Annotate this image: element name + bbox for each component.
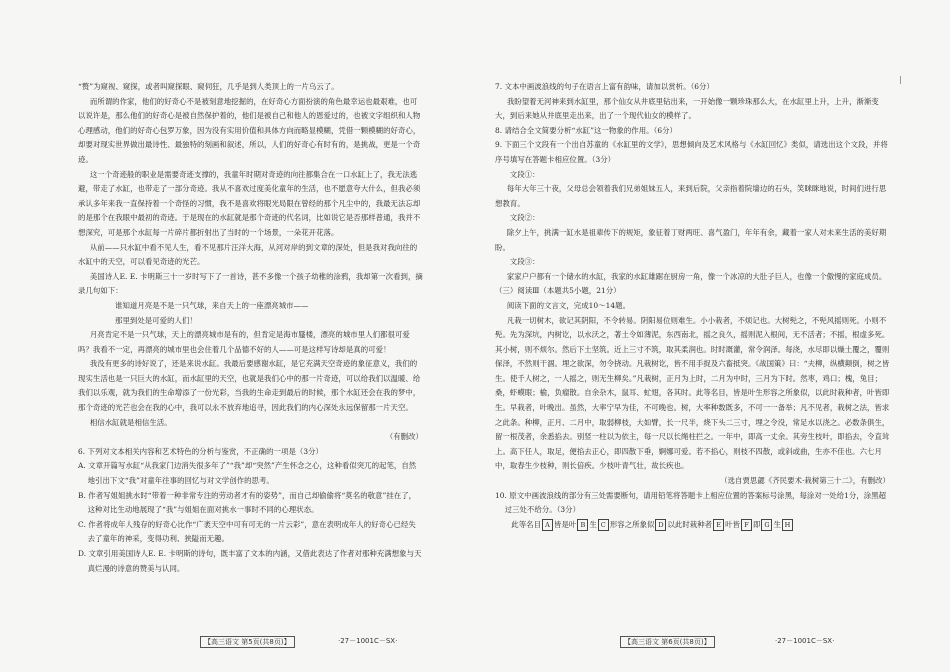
answer-box: E [713,519,724,531]
passage-text: 家家户户都有一个储水的水缸，我家的水缸雄踞在厨房一角，像一个冰凉的大肚子巨人，也像一个傲慢的家庭成员。 [506,271,887,281]
passage-label: 文段③： [509,257,540,267]
paragraph: 而所谓的作家，他们的好奇心不是被刻意地挖掘的，在好奇心方面扮演的角色最幸运也最艰难，也可以说许是，那么他们的好奇心是被自然保护着的，他们是被自己和他人的恩爱过的，也被文字组织和人物心理感动，他们的好奇心包罗万象，因为没有实用价值和具体方向而略显模糊，凭借一颗模糊的好奇心，却要对现实世界做出最诗性、最独特的刻画和叙述，所以，人们的好奇心有时有的，是挑战，更是一个奇迹。 [78,96,421,164]
reading-instruction: 阅读下面的文言文，完成10～14题。 [506,300,631,310]
option-a: A. 文章开篇写水缸“从我家门边消失很多年了”“我”却“突然”产生怀念之心，这种看似突兀的起笔，自然地引出下文“我”对童年往事的回忆与对文学创作的思考。 [78,461,417,486]
answer-box: C [598,519,609,531]
classical-text: 凡栽一切树木，欲记其阴阳，不令转易。阴阳易位则难生。小小栽者，不烦记也。大树髡之，不髡风摇则死。小则不髡。先为深坑，内树讫，以水沃之，著土令如薄泥，东西南北，摇之良久，摇则泥入根间，无不活者；不摇，根虚多死。其小树，则不烦尔。然后下土坚筑。近上三寸不筑，取其柔润也。时时溉灌，常令润泽。每浇，水尽即以燥土覆之，覆则保泽，不然则干涸。埋之欲深，勿令挠动。凡栽树讫，皆不用手捉及六畜抵突。《战国策》曰：“夫柳，纵横颠倒，树之皆生。使千人树之，一人摇之，则无生柳矣。”凡栽树，正月为上时，二月为中时，三月为下时。然枣，鸡口；槐，兔目；桑，虾蟆眼；榆，负瘤散。自余杂木，鼠耳、虻翅，各其时。此等名目，皆是叶生形容之所象似，以此时栽种者，叶皆即生。早栽者，叶晚出。虽然，大率宁早为佳，不可晚也。树，大率种数既多，不可一一备举；凡不见者，栽树之法，皆求之此条。种柳，正月、二月中，取弱柳枝，大如臂，长一尺半，烧下头二三寸，埋之令没，常足水以浇之。必数条俱生，留一根茂者，余悉掐去。别竖一柱以为依主，每一尺以长绳柱拦之。一年中，即高一丈余。其旁生枝叶，即掐去，令直耸上。高下任人，取足，便掐去正心，即四散下垂，婀娜可爱。若不掐心，则枝不四散，或斜或曲，生亦不佳也。六七月中，取春生少枝种，则长倍疾。少枝叶青气壮，故长疾也。 [495,315,890,471]
section-heading: （三）阅读Ⅲ（本题共5小题，21分） [495,286,621,296]
answer-box: B [577,519,588,531]
answer-box: G [761,519,772,531]
passage-text: 除夕上午，挑满一缸水是祖辈传下的规矩，象征着丁财两旺、喜气盈门，年年有余，藏着一家人对未来生活的美好期盼。 [495,227,887,252]
poem-line: 那里到处是可爱的人们！ [115,315,197,325]
passage-label: 文段①： [509,169,540,179]
left-column [78,80,423,576]
paragraph: 我没有更多的诗好说了，还是来说水缸。我最后要感谢水缸，是它充满天空奇迹的象征意义，我们的现实生活也是一只巨大的水缸，而水缸里的天空，也就是我们心中的那一片奇迹，可以给我们以温暖、给我们以乐观，就为我们的生命增添了一份光彩，当我的生命走到最后的时候，那个水缸还会在我的梦中，那个奇迹的光芒也会在我的心中，我可以永不放弃地追寻，因此我们的内心深处永远保留那一片天空。 [78,359,421,413]
source-note: （选自贾思勰《齐民要术·栽树第三十二》，有删改） [720,476,890,486]
segment: 即 [753,519,761,529]
question-10-stem: 10. 原文中画波浪线的部分有三处需要断句，请用铅笔将答题卡上相应位置的答案标号涂黑，每涂对一处给1分，涂黑超过三处不给分。（3分） [495,490,887,515]
punctuation-line [495,518,890,533]
paragraph: 美国诗人E. E. 卡明斯三十一岁时写下了一首诗，甚不多像一个孩子幼稚的涂鸦，我却第一次看到，摘录几句如下： [78,271,423,296]
question-6-stem: 6. 下列对文本相关内容和艺术特色的分析与鉴赏，不正确的一项是（3分） [78,446,323,456]
right-column [495,80,890,532]
answer-box: D [655,519,666,531]
passage-label: 文段②： [509,213,540,223]
page-footer-code: ·27－1001C－SX· [775,637,835,645]
right-page [475,0,950,672]
segment: 叶皆 [725,519,741,529]
segment: 皆是叶 [554,519,577,529]
poem-line: 谁知道月亮是不是一只气球，来自天上的一座漂亮城市—— [115,300,309,310]
paragraph: 月亮肯定不是一只气球，天上的漂亮城市是有的，但肯定是海市蜃楼，漂亮的城市里人们都很可爱吗？我看不一定，再漂亮的城市里也会住着几个品德不好的人——可是这样写诗却是真的可爱！ [78,330,410,354]
page-footer-label: 【高三语文 第6页(共8页)】 [620,636,715,648]
page-footer-label: 【高三语文 第5页(共8页)】 [200,636,295,648]
paragraph: 相信水缸就是相信生活。 [89,417,172,427]
paragraph: 从前——只水缸中看不见人生，看不见那片汪洋大海，从河对岸的到文章的深处，但是我对我向往的水缸中的天空，可以看见奇迹的光芒。 [78,242,418,267]
paragraph: “赘”为窥视、窥探，或者叫窥探眼、窥伺狂，几乎是到人类顶上的一片乌云了。 [78,82,339,91]
segment: 此等名目 [511,519,542,529]
answer-box: H [782,519,793,531]
segment: 生 [589,519,597,529]
answer-box: A [542,519,553,531]
scan-mark [900,76,901,84]
question-8-stem: 8. 请结合全文简要分析“水缸”这一物象的作用。（6分） [495,125,677,135]
option-d: D. 文章引用美国诗人E. E. 卡明斯的诗句，既丰富了文本的内涵，又借此表达了作者对那种充满想象与天真烂漫的诗意的赞美与认同。 [78,549,422,573]
option-c: C. 作者将成年人残存的好奇心比作“广袤天空中可有可无的一片云彩”，意在表明成年人的好奇心已经失去了童年的神采，变得功利、狭隘而无趣。 [78,519,416,544]
option-b: B. 作者写姐姐挑水时“带着一种非常专注的劳动者才有的姿势”，而自己却偷偷将“莫名的敬意”挂在了，这种对比生动地展现了“我”与姐姐在面对挑水一事时不同的心理状态。 [78,490,417,515]
question-9-stem: 9. 下面三个文段有一个出自苏童的《水缸里的文学》，思想倾向及艺术风格与《水缸回忆》类似，请选出这个文段，并将序号填写在答题卡相应位置。（3分） [495,140,888,164]
segment: 生 [773,519,781,529]
page-footer-code: ·27－1001C－SX· [338,637,398,645]
question-7-stem: 7. 文本中画波浪线的句子在语言上富有韵味，请加以赏析。（6分） [495,82,714,91]
paragraph: 这一个奇迹般的职业是需要奇迹支撑的，我童年时期对奇迹的向往都集合在一口水缸上了，我无法逃避，带走了水缸，也带走了一部分奇迹。我从不喜欢过度美化童年的生活，也不愿意夸大什么，但我必须承认多年来我一直保持着一个奇怪的习惯，我不是喜欢将眼光局限在曾经的那个凡尘中的，我最无法忘却的是那个在我眼中最初的奇迹。于是现在的水缸就是那个奇迹的代名词，比如说它是否那样普通，我并不想深究，可是那个水缸每一片碎片都折射出了当时的一个场景，一朵花开花落。 [78,169,421,237]
passage-text: 每年大年三十夜，父母总会领着我们兄弟姐妹五人，来到后院，父亲指着院墙边的石头，笑眯眯地说，时间们进行思想教育。 [495,184,887,208]
answer-box: F [741,519,752,531]
source-note: （有删改） [385,432,423,442]
question-7-quote: 我盼望着无河神来到水缸里，那个仙女从井底里钻出来，一开始像一颗珍珠那么大，在水缸里上升，上升，渐渐变大，到后来她从井底里走出来，出了一个现代仙女的模样了。 [495,96,879,121]
segment: 形容之所象似 [609,519,655,529]
segment: 以此时栽种者 [667,519,713,529]
